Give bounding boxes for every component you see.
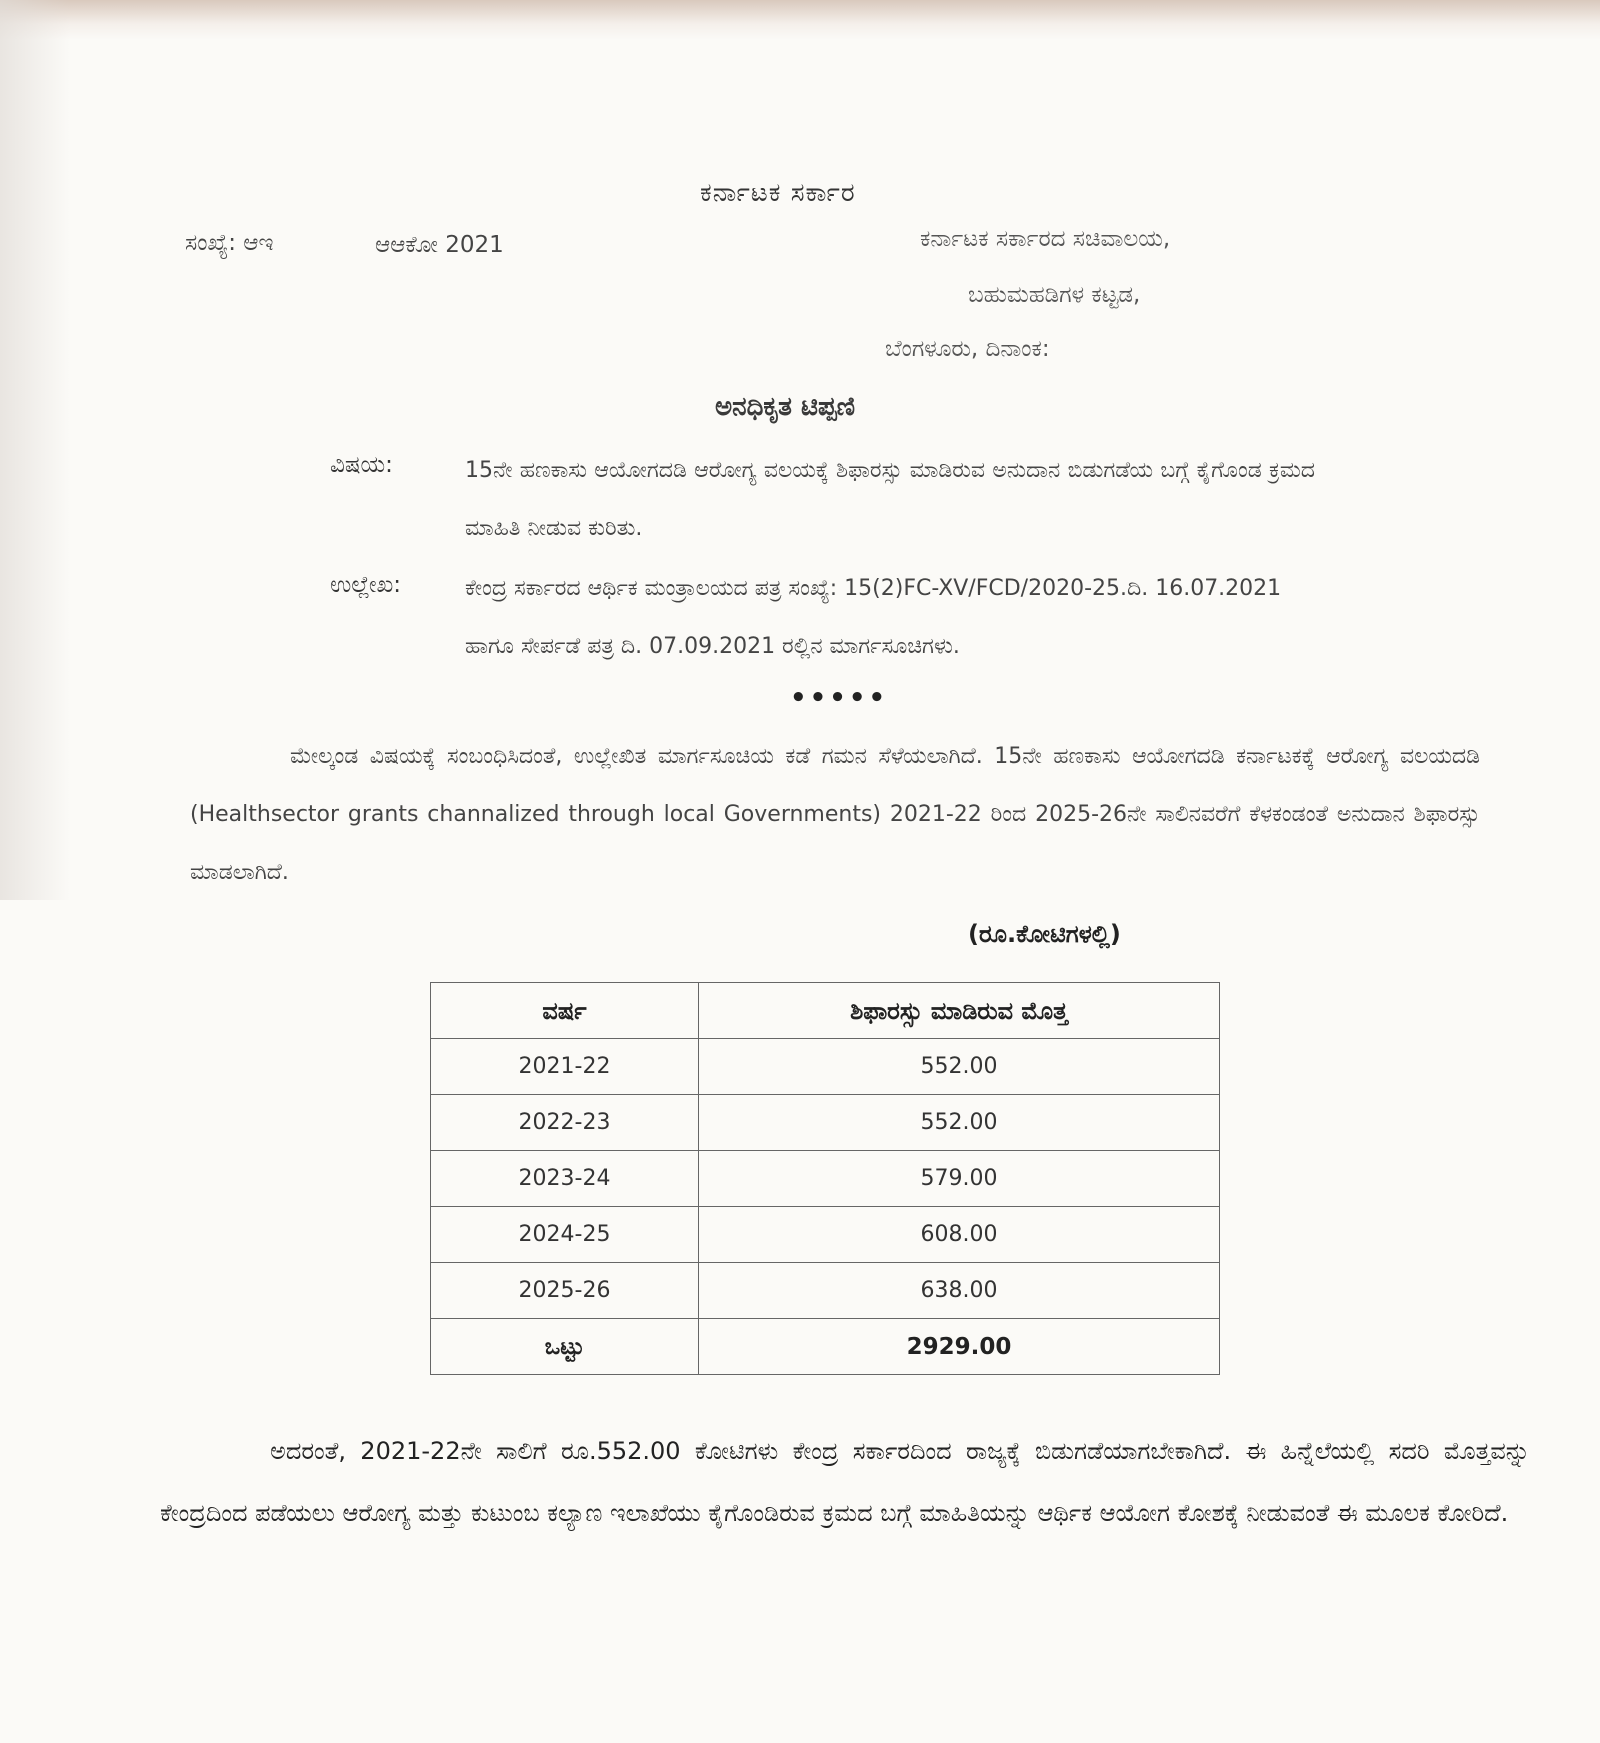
address-line-2: ಬಹುಮಹಡಿಗಳ ಕಟ್ಟಡ,	[968, 282, 1141, 308]
subject-text: 15ನೇ ಹಣಕಾಸು ಆಯೋಗದಡಿ ಆರೋಗ್ಯ ವಲಯಕ್ಕೆ ಶಿಫಾರಸ್ಸು ಮಾಡಿರುವ ಅನುದಾನ ಬಿಡುಗಡೆಯ ಬಗ್ಗೆ ಕೈಗೊಂಡ ಕ್ರಮದ ಮಾಹಿತಿ ನೀಡುವ ಕುರಿತು.	[465, 458, 1315, 541]
table-cell-amount: 579.00	[699, 1151, 1220, 1207]
page-left-shadow	[0, 0, 70, 900]
table-cell-year: 2025-26	[431, 1263, 699, 1319]
table-cell-amount: 638.00	[699, 1263, 1220, 1319]
reference-text: ಕೇಂದ್ರ ಸರ್ಕಾರದ ಆರ್ಥಿಕ ಮಂತ್ರಾಲಯದ ಪತ್ರ ಸಂಖ್ಯೆ: 15(2)FC-XV/FCD/2020-25.ದಿ. 16.07.2021 ಹಾಗೂ ಸೇರ್ಪಡೆ ಪತ್ರ ದಿ. 07.09.2021 ರಲ್ಲಿನ ಮಾರ್ಗಸೂಚಿಗಳು.	[465, 576, 1282, 659]
reference-number: ಸಂಖ್ಯೆ: ಆಇ	[185, 230, 274, 256]
reference-date: ಆಆಕೋ 2021	[375, 232, 504, 258]
unit-note: (ರೂ.ಕೋಟಿಗಳಲ್ಲಿ)	[968, 920, 1121, 948]
table-header-row	[431, 983, 1220, 1039]
address-line-1: ಕರ್ನಾಟಕ ಸರ್ಕಾರದ ಸಚಿವಾಲಯ,	[920, 226, 1171, 252]
table-header-amount: ಶಿಫಾರಸ್ಸು ಮಾಡಿರುವ ಮೊತ್ತ	[699, 983, 1220, 1039]
separator-dots: •••••	[790, 683, 889, 713]
table-row	[431, 1263, 1220, 1319]
reference-label: ಉಲ್ಲೇಖ:	[330, 572, 401, 598]
table-row	[431, 1039, 1220, 1095]
document-header-title: ಕರ್ನಾಟಕ ಸರ್ಕಾರ	[700, 178, 856, 208]
table-total-amount: 2929.00	[699, 1319, 1220, 1375]
table-cell-amount: 608.00	[699, 1207, 1220, 1263]
table-cell-year: 2023-24	[431, 1151, 699, 1207]
table-total-label: ಒಟ್ಟು	[431, 1319, 699, 1375]
table-cell-amount: 552.00	[699, 1095, 1220, 1151]
table-row	[431, 1207, 1220, 1263]
address-line-3: ಬೆಂಗಳೂರು, ದಿನಾಂಕ:	[885, 336, 1050, 362]
body-paragraph-1: ಮೇಲ್ಕಂಡ ವಿಷಯಕ್ಕೆ ಸಂಬಂಧಿಸಿದಂತೆ, ಉಲ್ಲೇಖಿತ ಮಾರ್ಗಸೂಚಿಯ ಕಡೆ ಗಮನ ಸೆಳೆಯಲಾಗಿದೆ. 15ನೇ ಹಣಕಾಸು ಆಯೋಗದಡಿ ಕರ್ನಾಟಕಕ್ಕೆ ಆರೋಗ್ಯ ವಲಯದಡಿ (Healthsector grants channalized through local Governments) 2021-22 ರಿಂದ 2025-26ನೇ ಸಾಲಿನವರೆಗೆ ಕೆಳಕಂಡಂತೆ ಅನುದಾನ ಶಿಫಾರಸ್ಸು ಮಾಡಲಾಗಿದೆ.	[190, 744, 1480, 885]
table-row	[431, 1151, 1220, 1207]
table-cell-year: 2024-25	[431, 1207, 699, 1263]
table-cell-year: 2022-23	[431, 1095, 699, 1151]
note-title: ಅನಧಿಕೃತ ಟಿಪ್ಪಣಿ	[715, 392, 856, 422]
table-row	[431, 1095, 1220, 1151]
grant-table	[430, 982, 1220, 1375]
table-total-row	[431, 1319, 1220, 1375]
table-header-year: ವರ್ಷ	[431, 983, 699, 1039]
subject-label: ವಿಷಯ:	[330, 452, 393, 478]
body-paragraph-2: ಅದರಂತೆ, 2021-22ನೇ ಸಾಲಿಗೆ ರೂ.552.00 ಕೋಟಿಗಳು ಕೇಂದ್ರ ಸರ್ಕಾರದಿಂದ ರಾಜ್ಯಕ್ಕೆ ಬಿಡುಗಡೆಯಾಗಬೇಕಾಗಿದೆ. ಈ ಹಿನ್ನೆಲೆಯಲ್ಲಿ ಸದರಿ ಮೊತ್ತವನ್ನು ಕೇಂದ್ರದಿಂದ ಪಡೆಯಲು ಆರೋಗ್ಯ ಮತ್ತು ಕುಟುಂಬ ಕಲ್ಯಾಣ ಇಲಾಖೆಯು ಕೈಗೊಂಡಿರುವ ಕ್ರಮದ ಬಗ್ಗೆ ಮಾಹಿತಿಯನ್ನು ಆರ್ಥಿಕ ಆಯೋಗ ಕೋಶಕ್ಕೆ ನೀಡುವಂತೆ ಈ ಮೂಲಕ ಕೋರಿದೆ.	[160, 1437, 1530, 1527]
page-top-shadow	[0, 0, 1600, 40]
table-cell-amount: 552.00	[699, 1039, 1220, 1095]
table-cell-year: 2021-22	[431, 1039, 699, 1095]
